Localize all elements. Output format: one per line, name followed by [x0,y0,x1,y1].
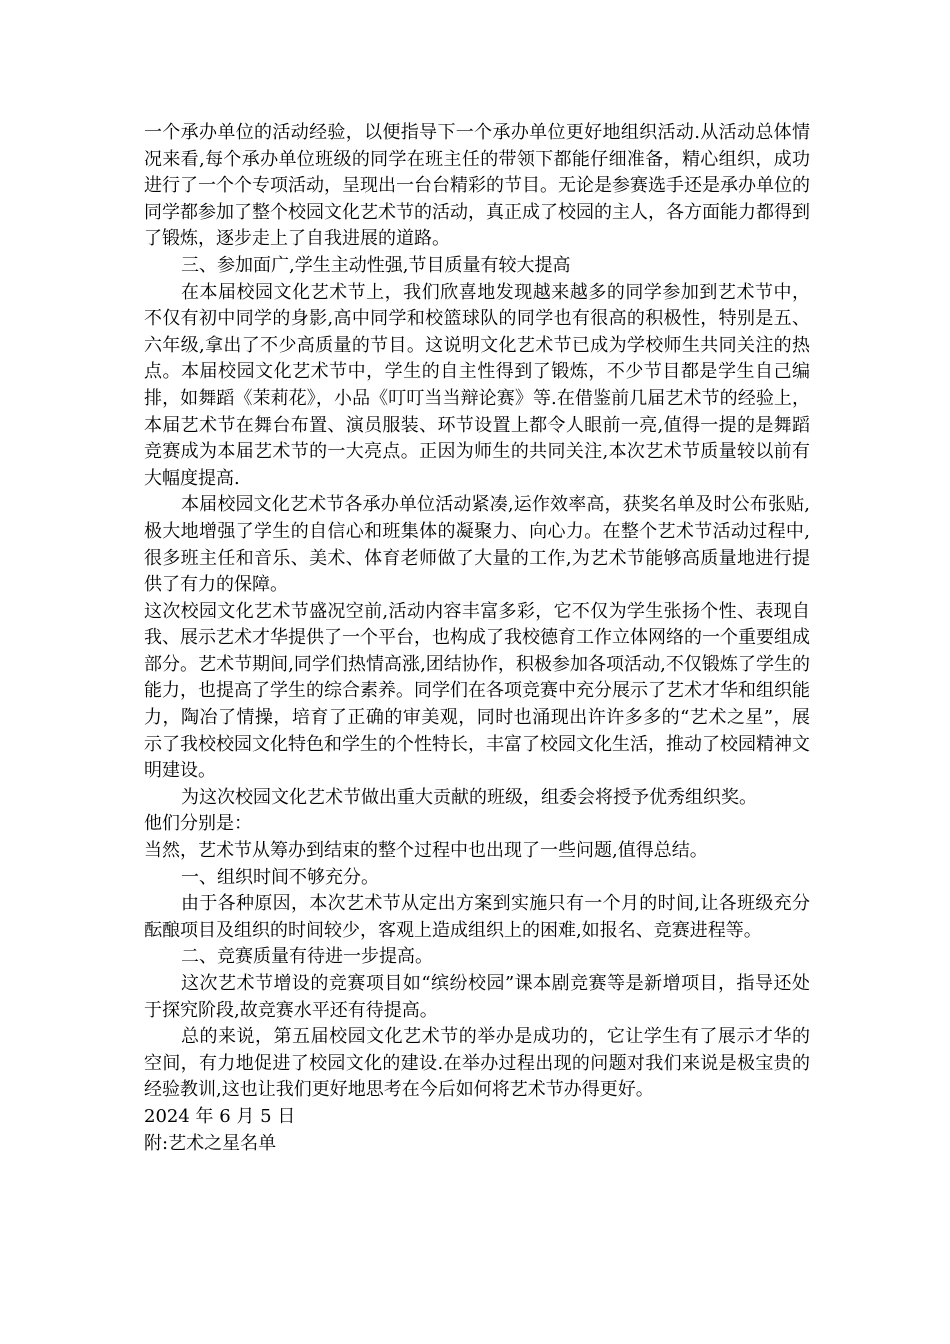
paragraph-summary: 这次校园文化艺术节盛况空前,活动内容丰富多彩，它不仅为学生张扬个性、表现自我、展示艺术才华提供了一个平台，也构成了我校德育工作立体网络的一个重要组成部分。艺术节期间,同学们热情高涨,团结协作，积极参加各项活动,不仅锻炼了学生的能力，也提高了学生的综合素养。同学们在各项竞赛中充分展示了艺术才华和组织能力，陶冶了情操，培育了正确的审美观，同时也涌现出许许多多的“艺术之星”，展示了我校校园文化特色和学生的个性特长，丰富了校园文化生活，推动了校园精神文明建设。 [144,600,810,782]
paragraph-conclusion: 总的来说，第五届校园文化艺术节的举办是成功的，它让学生有了展示才华的空间，有力地促进了校园文化的建设.在举办过程出现的问题对我们来说是极宝贵的经验教训,这也让我们更好地思考在今后如何将艺术节办得更好。 [144,1026,810,1101]
document-body [144,120,810,1157]
paragraph-problem-1: 由于各种原因，本次艺术节从定出方案到实施只有一个月的时间,让各班级充分酝酿项目及组织的时间较少，客观上造成组织上的困难,如报名、竞赛进程等。 [144,893,810,941]
problem-heading-2: 二、竞赛质量有待进一步提高。 [181,946,433,968]
problem-heading-1: 一、组织时间不够充分。 [181,866,379,888]
paragraph-award: 为这次校园文化艺术节做出重大贡献的班级，组委会将授予优秀组织奖。 [181,786,757,808]
section-heading-3: 三、参加面广,学生主动性强,节目质量有较大提高 [181,254,571,276]
paragraph-continuation: 一个承办单位的活动经验，以便指导下一个承办单位更好地组织活动.从活动总体情况来看,每个承办单位班级的同学在班主任的带领下都能仔细准备，精心组织，成功进行了一个个专项活动，呈现出一台台精彩的节目。无论是参赛选手还是承办单位的同学都参加了整个校园文化艺术节的活动，真正成了校园的主人，各方面能力都得到了锻炼，逐步走上了自我进展的道路。 [144,122,810,250]
appendix-label: 附:艺术之星名单 [144,1132,277,1154]
paragraph-problem-2: 这次艺术节增设的竞赛项目如“缤纷校园”课本剧竞赛等是新增项目，指导还处于探究阶段,故竞赛水平还有待提高。 [144,973,810,1021]
paragraph-award-list-lead: 他们分别是： [144,813,252,835]
paragraph-participation: 在本届校园文化艺术节上，我们欣喜地发现越来越多的同学参加到艺术节中，不仅有初中同学的身影,高中同学和校篮球队的同学也有很高的积极性，特别是五、六年级,拿出了不少高质量的节目。这说明文化艺术节已成为学校师生共同关注的热点。本届校园文化艺术节中，学生的自主性得到了锻炼，不少节目都是学生自己编排，如舞蹈《茉莉花》，小品《叮叮当当辩论赛》等.在借鉴前几届艺术节的经验上，本届艺术节在舞台布置、演员服装、环节设置上都令人眼前一亮,值得一提的是舞蹈竞赛成为本届艺术节的一大亮点。正因为师生的共同关注,本次艺术节质量较以前有大幅度提高. [144,281,810,489]
paragraph-efficiency: 本届校园文化艺术节各承办单位活动紧凑,运作效率高，获奖名单及时公布张贴,极大地增强了学生的自信心和班集体的凝聚力、向心力。在整个艺术节活动过程中,很多班主任和音乐、美术、体育老师做了大量的工作,为艺术节能够高质量地进行提供了有力的保障。 [144,494,810,596]
document-date: 2024 年 6 月 5 日 [144,1105,296,1127]
paragraph-problems-intro: 当然，艺术节从筹办到结束的整个过程中也出现了一些问题,值得总结。 [144,840,708,862]
